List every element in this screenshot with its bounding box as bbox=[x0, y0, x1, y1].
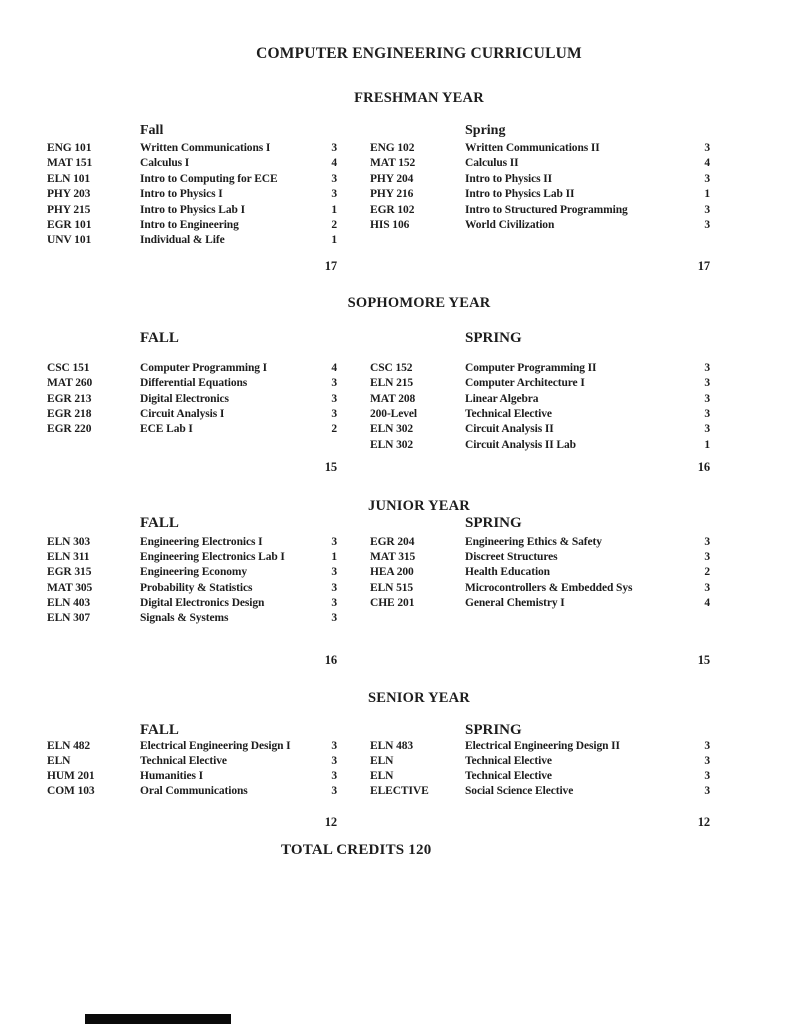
course-credits: 3 bbox=[331, 596, 337, 609]
course-code: EGR 213 bbox=[47, 392, 92, 405]
course-code: ELN 302 bbox=[370, 423, 414, 436]
semester-total: 17 bbox=[697, 259, 710, 273]
course-name: Engineering Electronics I bbox=[140, 536, 263, 548]
course-name: Calculus I bbox=[140, 157, 190, 170]
course-credits: 3 bbox=[331, 612, 337, 624]
course-credits: 3 bbox=[704, 740, 710, 752]
course-row bbox=[0, 188, 791, 203]
course-name: Technical Elective bbox=[465, 754, 552, 767]
course-credits: 3 bbox=[331, 754, 337, 767]
course-name: Intro to Structured Programming bbox=[465, 203, 628, 216]
course-code: ELECTIVE bbox=[370, 784, 429, 797]
semester-totals-row bbox=[0, 815, 791, 831]
course-name: Computer Architecture I bbox=[465, 377, 585, 390]
course-credits: 3 bbox=[331, 392, 337, 405]
course-code: MAT 260 bbox=[47, 377, 93, 390]
course-credits: 3 bbox=[704, 407, 710, 420]
course-name: Engineering Economy bbox=[140, 566, 248, 579]
course-credits: 3 bbox=[704, 423, 710, 436]
semester-totals-row bbox=[0, 259, 791, 275]
course-code: ELN bbox=[370, 754, 394, 767]
course-code: ELN 403 bbox=[47, 596, 91, 609]
course-credits: 1 bbox=[331, 203, 337, 216]
course-credits: 3 bbox=[331, 188, 337, 201]
semester-total: 12 bbox=[697, 815, 710, 829]
course-credits: 3 bbox=[331, 769, 337, 782]
course-code: EGR 220 bbox=[47, 423, 92, 436]
course-credits: 4 bbox=[704, 157, 710, 170]
course-credits: 3 bbox=[331, 377, 337, 390]
course-credits: 3 bbox=[331, 407, 337, 420]
semester-total: 15 bbox=[324, 460, 337, 474]
course-row bbox=[0, 755, 791, 770]
course-credits: 3 bbox=[704, 172, 710, 185]
course-code: ELN 482 bbox=[47, 740, 91, 752]
course-code: UNV 101 bbox=[47, 234, 92, 247]
semester-total: 15 bbox=[697, 653, 710, 667]
page-title: COMPUTER ENGINEERING CURRICULUM bbox=[256, 45, 582, 62]
course-row bbox=[0, 173, 791, 188]
course-name: Technical Elective bbox=[140, 754, 227, 767]
course-code: ELN 101 bbox=[47, 172, 91, 185]
course-name: Probability & Statistics bbox=[140, 581, 253, 594]
semester-total: 17 bbox=[324, 259, 337, 273]
course-name: Microcontrollers & Embedded Sys bbox=[465, 581, 633, 594]
course-credits: 2 bbox=[331, 219, 337, 231]
course-name: Technical Elective bbox=[465, 407, 552, 420]
course-credits: 2 bbox=[704, 566, 710, 579]
course-name: Health Education bbox=[465, 566, 550, 579]
course-credits: 1 bbox=[331, 551, 337, 564]
course-name: Digital Electronics Design bbox=[140, 596, 265, 609]
course-code: PHY 215 bbox=[47, 203, 91, 216]
course-credits: 1 bbox=[704, 438, 710, 451]
course-credits: 4 bbox=[331, 157, 337, 170]
course-credits: 3 bbox=[704, 219, 710, 231]
course-code: EGR 101 bbox=[47, 219, 92, 231]
course-credits: 1 bbox=[331, 234, 337, 247]
course-row bbox=[0, 377, 791, 392]
course-code: ENG 101 bbox=[47, 142, 92, 154]
course-row bbox=[0, 597, 791, 612]
course-code: MAT 208 bbox=[370, 392, 416, 405]
course-code: ELN 307 bbox=[47, 612, 91, 624]
course-code: ENG 102 bbox=[370, 142, 415, 154]
semester-total: 16 bbox=[697, 460, 710, 474]
course-credits: 3 bbox=[704, 392, 710, 405]
course-name: Technical Elective bbox=[465, 769, 552, 782]
course-code: HUM 201 bbox=[47, 769, 95, 782]
scan-artifact-bar bbox=[85, 1014, 231, 1024]
course-name: Computer Programming II bbox=[465, 362, 597, 374]
year-heading: FRESHMAN YEAR bbox=[354, 90, 484, 106]
course-credits: 3 bbox=[704, 377, 710, 390]
course-credits: 3 bbox=[704, 581, 710, 594]
course-row bbox=[0, 157, 791, 172]
course-credits: 3 bbox=[331, 566, 337, 579]
course-code: CSC 152 bbox=[370, 362, 413, 374]
course-name: Discreet Structures bbox=[465, 551, 558, 564]
course-name: ECE Lab I bbox=[140, 423, 193, 436]
course-credits: 1 bbox=[704, 188, 710, 201]
course-name: Circuit Analysis II bbox=[465, 423, 554, 436]
course-row bbox=[0, 785, 791, 800]
course-code: HIS 106 bbox=[370, 219, 410, 231]
course-code: PHY 204 bbox=[370, 172, 414, 185]
total-credits: TOTAL CREDITS 120 bbox=[281, 842, 432, 858]
course-credits: 3 bbox=[704, 769, 710, 782]
course-row bbox=[0, 234, 791, 249]
course-code: MAT 315 bbox=[370, 551, 416, 564]
course-credits: 3 bbox=[331, 536, 337, 548]
course-code: ELN bbox=[47, 754, 71, 767]
course-name: Differential Equations bbox=[140, 377, 248, 390]
course-row bbox=[0, 566, 791, 581]
course-code: EGR 315 bbox=[47, 566, 92, 579]
fall-header-label: FALL bbox=[140, 515, 179, 531]
course-code: ELN 515 bbox=[370, 581, 414, 594]
course-name: Signals & Systems bbox=[140, 612, 229, 624]
course-code: EGR 218 bbox=[47, 407, 92, 420]
semester-totals-row bbox=[0, 460, 791, 476]
course-name: Intro to Physics Lab II bbox=[465, 188, 575, 201]
course-name: Circuit Analysis I bbox=[140, 407, 225, 420]
course-row bbox=[0, 439, 791, 454]
course-code: ELN 302 bbox=[370, 438, 414, 451]
course-name: Intro to Engineering bbox=[140, 219, 239, 231]
course-code: EGR 102 bbox=[370, 203, 415, 216]
semester-total: 12 bbox=[324, 815, 337, 829]
course-credits: 3 bbox=[331, 581, 337, 594]
course-credits: 3 bbox=[704, 754, 710, 767]
course-code: MAT 305 bbox=[47, 581, 93, 594]
course-code: ELN 215 bbox=[370, 377, 414, 390]
course-credits: 3 bbox=[331, 142, 337, 154]
course-row bbox=[0, 423, 791, 438]
course-credits: 3 bbox=[331, 172, 337, 185]
course-credits: 3 bbox=[704, 142, 710, 154]
course-code: HEA 200 bbox=[370, 566, 414, 579]
course-name: Intro to Physics Lab I bbox=[140, 203, 245, 216]
course-name: Oral Communications bbox=[140, 784, 248, 797]
course-credits: 3 bbox=[704, 203, 710, 216]
course-name: Humanities I bbox=[140, 769, 204, 782]
course-name: World Civilization bbox=[465, 219, 555, 231]
course-name: Electrical Engineering Design I bbox=[140, 740, 291, 752]
course-name: Intro to Physics II bbox=[465, 172, 553, 185]
semester-totals-row bbox=[0, 653, 791, 669]
spring-header-label: Spring bbox=[465, 123, 506, 138]
course-credits: 3 bbox=[704, 536, 710, 548]
course-name: Social Science Elective bbox=[465, 784, 574, 797]
course-code: CHE 201 bbox=[370, 596, 415, 609]
course-name: General Chemistry I bbox=[465, 596, 565, 609]
course-row bbox=[0, 362, 791, 377]
course-name: Computer Programming I bbox=[140, 362, 268, 374]
course-code: EGR 204 bbox=[370, 536, 415, 548]
course-name: Written Communications I bbox=[140, 142, 271, 154]
course-credits: 3 bbox=[331, 784, 337, 797]
course-credits: 3 bbox=[331, 740, 337, 752]
course-code: CSC 151 bbox=[47, 362, 90, 374]
fall-header-label: FALL bbox=[140, 722, 179, 738]
course-credits: 2 bbox=[331, 423, 337, 436]
course-code: ELN bbox=[370, 769, 394, 782]
course-code: ELN 303 bbox=[47, 536, 91, 548]
course-credits: 4 bbox=[331, 362, 337, 374]
course-row bbox=[0, 551, 791, 566]
year-heading: SOPHOMORE YEAR bbox=[347, 295, 491, 311]
course-row bbox=[0, 142, 791, 157]
course-code: PHY 216 bbox=[370, 188, 414, 201]
course-code: ELN 483 bbox=[370, 740, 414, 752]
course-row bbox=[0, 770, 791, 785]
course-row bbox=[0, 536, 791, 551]
fall-header-label: FALL bbox=[140, 330, 179, 346]
course-name: Calculus II bbox=[465, 157, 519, 170]
course-code: MAT 151 bbox=[47, 157, 93, 170]
course-row bbox=[0, 612, 791, 627]
course-name: Individual & Life bbox=[140, 234, 225, 247]
course-code: MAT 152 bbox=[370, 157, 416, 170]
course-row bbox=[0, 740, 791, 755]
fall-header-label: Fall bbox=[140, 123, 164, 138]
year-heading: JUNIOR YEAR bbox=[368, 498, 470, 514]
year-heading: SENIOR YEAR bbox=[368, 690, 470, 706]
course-credits: 4 bbox=[704, 596, 710, 609]
course-name: Written Communications II bbox=[465, 142, 600, 154]
course-code: 200-Level bbox=[370, 407, 418, 420]
course-row bbox=[0, 219, 791, 234]
spring-header-label: SPRING bbox=[465, 722, 522, 738]
course-row bbox=[0, 204, 791, 219]
course-code: COM 103 bbox=[47, 784, 95, 797]
course-name: Circuit Analysis II Lab bbox=[465, 438, 576, 451]
course-name: Electrical Engineering Design II bbox=[465, 740, 620, 752]
course-name: Intro to Physics I bbox=[140, 188, 223, 201]
spring-header-label: SPRING bbox=[465, 515, 522, 531]
semester-total: 16 bbox=[324, 653, 337, 667]
course-row bbox=[0, 408, 791, 423]
course-credits: 3 bbox=[704, 362, 710, 374]
course-credits: 3 bbox=[704, 551, 710, 564]
course-name: Engineering Ethics & Safety bbox=[465, 536, 602, 548]
course-row bbox=[0, 582, 791, 597]
course-credits: 3 bbox=[704, 784, 710, 797]
spring-header-label: SPRING bbox=[465, 330, 522, 346]
course-row bbox=[0, 393, 791, 408]
course-name: Linear Algebra bbox=[465, 392, 539, 405]
course-name: Engineering Electronics Lab I bbox=[140, 551, 285, 564]
course-code: PHY 203 bbox=[47, 188, 91, 201]
course-code: ELN 311 bbox=[47, 551, 90, 564]
course-name: Digital Electronics bbox=[140, 392, 229, 405]
course-name: Intro to Computing for ECE bbox=[140, 172, 278, 185]
